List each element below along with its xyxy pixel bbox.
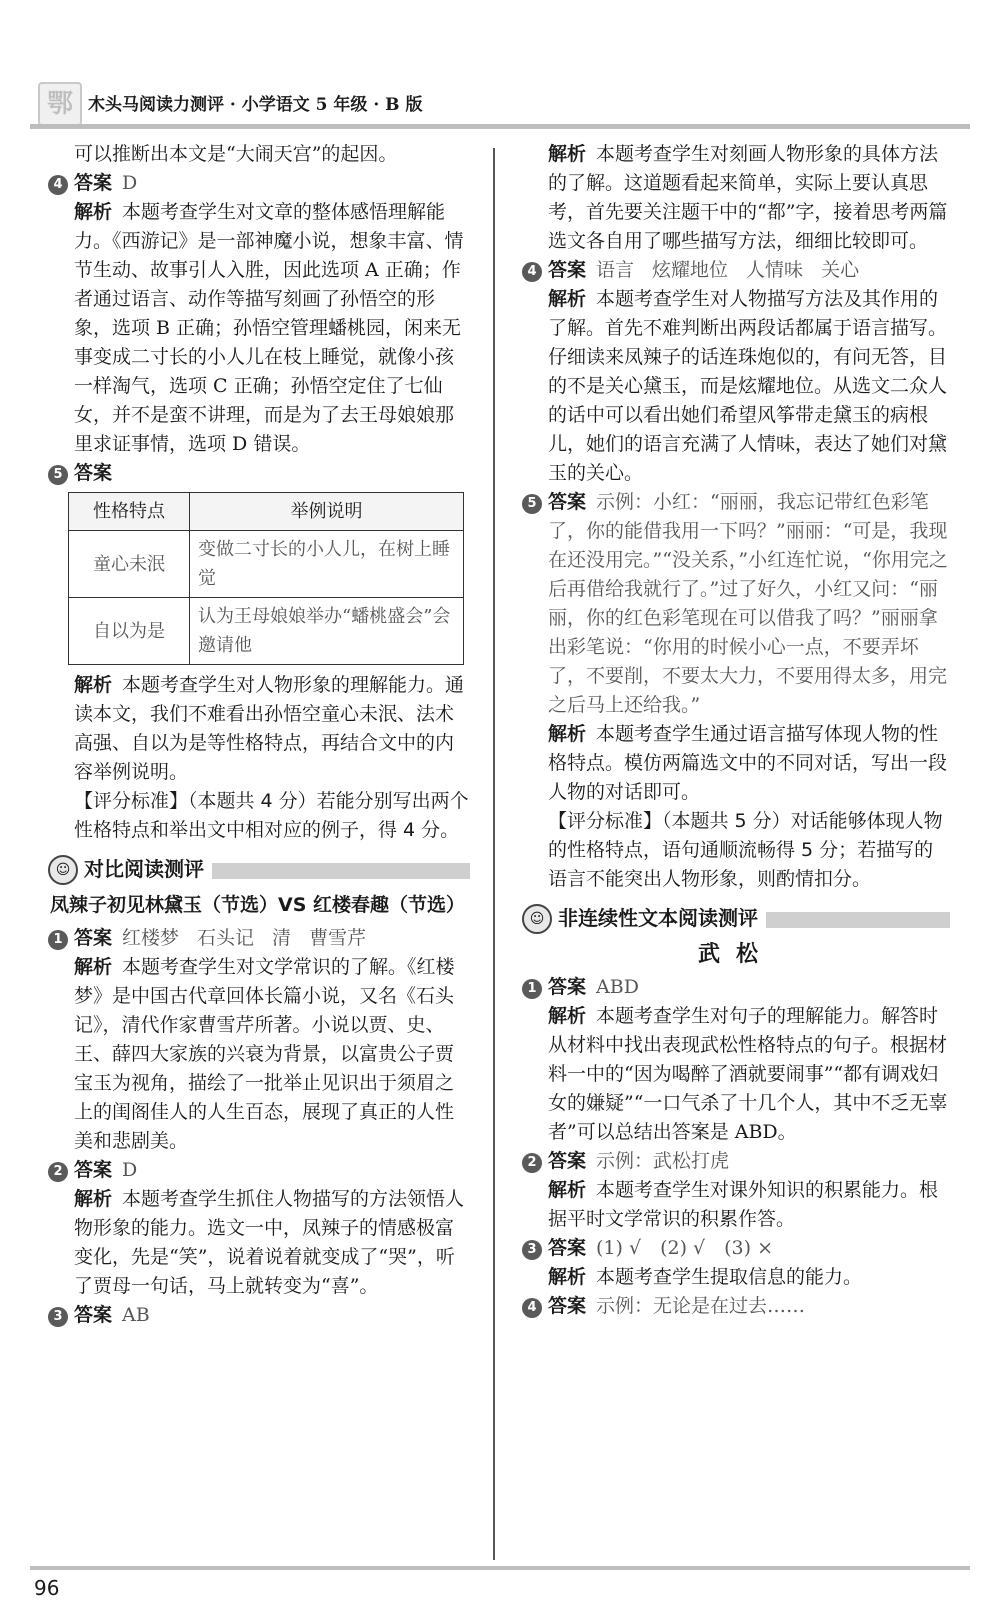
s1-question-2: [48, 1156, 470, 1301]
answer-label: 答案: [548, 491, 587, 513]
answer-label: 答案: [548, 1150, 587, 1172]
section-subtitle: 凤辣子初见林黛玉（节选）VS 红楼春趣（节选）: [50, 894, 466, 916]
answer-label: 答案: [74, 1159, 113, 1181]
question-number: 1: [522, 979, 542, 999]
analysis-label: 解析: [548, 288, 587, 310]
question-number: 2: [48, 1162, 68, 1182]
analysis-text: 本题考查学生对句子的理解能力。解答时从材料中找出表现武松性格特点的句子。根据材料一中的“因为喝醉了酒就要闹事”“都有调戏妇女的嫌疑”“一口气杀了十几个人，其中不乏无辜者”可以总结出答案是 ABD。: [548, 1005, 948, 1143]
analysis-text: 本题考查学生抓住人物描写的方法领悟人物形象的能力。选文一中，凤辣子的情感极富变化，先是“笑”，说着说着就变成了“哭”，听了贾母一句话，马上就转变为“喜”。: [74, 1188, 465, 1297]
answer-text: 示例：小红：“丽丽，我忘记带红色彩笔了，你的能借我用一下吗？”丽丽：“可是，我现在还没用完。”“没关系，”小红连忙说，“你用完之后再借给我就行了。”过了好久，小红又问：“丽丽，你的红色彩笔现在可以借我了吗？”丽丽拿出彩笔说：“你用的时候小心一点，不要弄坏了，不要削，不要太大力，不要用得太多，用完之后马上还给我。”: [548, 491, 948, 716]
answer-text: D: [122, 172, 138, 194]
question-number: 3: [522, 1240, 542, 1260]
analysis-label: 解析: [74, 1188, 113, 1210]
analysis-label: 解析: [74, 201, 113, 223]
s2-question-4: [522, 1292, 950, 1321]
scoring-standard: 【评分标准】（本题共 4 分）若能分别写出两个性格特点和举出文中相对应的例子，得 4 分。: [74, 790, 469, 841]
left-column: [48, 140, 470, 1330]
passage-title: 武松: [697, 942, 774, 967]
scoring-standard: 【评分标准】（本题共 5 分）对话能够体现人物的性格特点，语句通顺流畅得 5 分；若描写的语言不能突出人物形象，则酌情扣分。: [548, 810, 943, 890]
analysis-label: 解析: [548, 1266, 587, 1288]
answer-label: 答案: [548, 1237, 587, 1259]
s2-question-2: [522, 1147, 950, 1234]
right-column: [522, 140, 950, 1321]
question-4: [48, 169, 470, 459]
answer-text: 语言 炫耀地位 人情味 关心: [596, 259, 860, 281]
question-number: 3: [48, 1307, 68, 1327]
answer-label: 答案: [548, 1295, 587, 1317]
analysis-text: 本题考查学生提取信息的能力。: [596, 1266, 863, 1288]
analysis-label: 解析: [548, 723, 587, 745]
table-header: 性格特点: [69, 493, 190, 531]
analysis-label: 解析: [548, 1179, 587, 1201]
column-divider: [493, 148, 495, 1560]
analysis-label: 解析: [548, 1005, 587, 1027]
answer-text: ABD: [596, 976, 639, 998]
analysis-text: 本题考查学生对文章的整体感悟理解能力。《西游记》是一部神魔小说，想象丰富、情节生动、故事引人入胜，因此选项 A 正确；作者通过语言、动作等描写刻画了孙悟空的形象，选项 B 正确；孙悟空管理蟠桃园，闲来无事变成二寸长的小人儿在枝上睡觉，就像小孩一样淘气，选项 C 正确；孙悟空定住了七仙女，并不是蛮不讲理，而是为了去王母娘娘那里求证事情，选项 D 错误。: [74, 201, 464, 455]
book-badge: 鄂: [38, 82, 82, 126]
analysis-text: 本题考查学生对人物形象的理解能力。通读本文，我们不难看出孙悟空童心未泯、法术高强、自以为是等性格特点，再结合文中的内容举例说明。: [74, 674, 465, 783]
answer-label: 答案: [74, 927, 113, 949]
table-row: [69, 598, 464, 665]
table-header: 举例说明: [190, 493, 464, 531]
analysis-label: 解析: [74, 956, 113, 978]
answer-text: (1) √ (2) √ (3) ×: [596, 1237, 774, 1259]
reader-face-icon: ☺: [48, 855, 78, 885]
answer-text: AB: [122, 1304, 150, 1326]
answer-label: 答案: [74, 172, 113, 194]
question-number: 5: [522, 494, 542, 514]
table-row: [69, 531, 464, 598]
page-header: [30, 82, 970, 126]
section-title: 非连续性文本阅读测评: [558, 904, 766, 933]
answer-text: 示例：武松打虎: [596, 1150, 730, 1172]
answer-text: 红楼梦 石头记 清 曹雪芹: [122, 927, 367, 949]
answer-label: 答案: [548, 976, 587, 998]
s1-question-3: [48, 1301, 470, 1330]
reader-face-icon: ☺: [522, 904, 552, 934]
question-number: 2: [522, 1153, 542, 1173]
question-number: 4: [48, 175, 68, 195]
answer-text: 示例：无论是在过去……: [596, 1295, 806, 1317]
analysis-text: 本题考查学生对课外知识的积累能力。根据平时文学常识的积累作答。: [548, 1179, 939, 1230]
footer-rule: [30, 1566, 970, 1570]
question-number: 5: [48, 465, 68, 485]
question-number: 4: [522, 262, 542, 282]
header-rule: [30, 124, 970, 129]
section-heading: [48, 853, 470, 887]
traits-table: [68, 492, 464, 665]
book-title: 木头马阅读力测评 · 小学语文 5 年级 · B 版: [88, 95, 423, 115]
s2-question-1: [522, 973, 950, 1147]
s2-question-3: [522, 1234, 950, 1292]
page-number: 96: [34, 1576, 60, 1600]
answer-label: 答案: [548, 259, 587, 281]
section-title: 对比阅读测评: [84, 855, 212, 884]
section-subtitle-wrap: [48, 891, 470, 920]
question-number: 1: [48, 930, 68, 950]
table-cell: 自以为是: [69, 598, 190, 665]
s1-question-1: [48, 924, 470, 1156]
analysis-label: 解析: [74, 674, 113, 696]
intro-text: 可以推断出本文是“大闹天宫”的起因。: [74, 143, 398, 165]
analysis-text: 本题考查学生对人物描写方法及其作用的了解。首先不难判断出两段话都属于语言描写。仔细读来凤辣子的话连珠炮似的，有问无答，目的不是关心黛玉，而是炫耀地位。从选文二众人的话中可以看出她们希望风筝带走黛玉的病根儿，她们的语言充满了人情味，表达了她们对黛玉的关心。: [548, 288, 948, 484]
analysis-text: 本题考查学生对刻画人物形象的具体方法的了解。这道题看起来简单，实际上要认真思考，首先要关注题干中的“都”字，接着思考两篇选文各自用了哪些描写方法，细细比较即可。: [548, 143, 948, 252]
analysis-text: 本题考查学生通过语言描写体现人物的性格特点。模仿两篇选文中的不同对话，写出一段人物的对话即可。: [548, 723, 948, 803]
table-cell: 认为王母娘娘举办“蟠桃盛会”会邀请他: [190, 598, 464, 665]
s1-question-3-analysis: [522, 140, 950, 256]
analysis-text: 本题考查学生对文学常识的了解。《红楼梦》是中国古代章回体长篇小说，又名《石头记》，清代作家曹雪芹所著。小说以贾、史、王、薛四大家族的兴衰为背景，以富贵公子贾宝玉为视角，描绘了一批举止见识出于须眉之上的闺阁佳人的人生百态，展现了真正的人性美和悲剧美。: [74, 956, 455, 1152]
table-header-row: [69, 493, 464, 531]
answer-text: D: [122, 1159, 138, 1181]
table-cell: 变做二寸长的小人儿，在树上睡觉: [190, 531, 464, 598]
question-5-analysis: [48, 671, 470, 845]
s1-question-5: [522, 488, 950, 894]
answer-label: 答案: [74, 1304, 113, 1326]
section-heading: [522, 902, 950, 936]
question-number: 4: [522, 1298, 542, 1318]
answer-label: 答案: [74, 462, 113, 484]
question-5: [48, 459, 470, 488]
analysis-label: 解析: [548, 143, 587, 165]
s1-question-4: [522, 256, 950, 488]
table-cell: 童心未泯: [69, 531, 190, 598]
